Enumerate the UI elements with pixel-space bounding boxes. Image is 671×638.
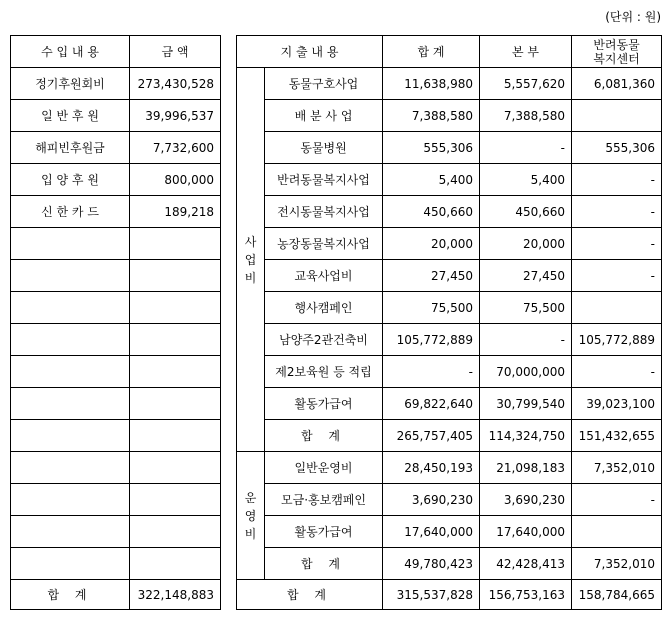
empty-cell <box>130 452 221 484</box>
expense-hq: 21,098,183 <box>480 452 572 484</box>
expense-hq: 30,799,540 <box>480 388 572 420</box>
income-row <box>11 164 221 196</box>
expense-center: 555,306 <box>572 132 662 164</box>
empty-cell <box>130 484 221 516</box>
income-total-label: 합 계 <box>11 580 130 610</box>
empty-cell <box>11 260 130 292</box>
expense-center: - <box>572 356 662 388</box>
expense-item: 교육사업비 <box>265 260 383 292</box>
empty-cell <box>11 388 130 420</box>
income-item: 신 한 카 드 <box>11 196 130 228</box>
income-empty-row <box>11 228 221 260</box>
expense-row <box>237 516 662 548</box>
operating-subtotal-sum: 49,780,423 <box>383 548 480 580</box>
expense-center <box>572 516 662 548</box>
expense-center: - <box>572 260 662 292</box>
expense-hq: 3,690,230 <box>480 484 572 516</box>
expense-sum: 3,690,230 <box>383 484 480 516</box>
expense-row <box>237 164 662 196</box>
expense-hq: 7,388,580 <box>480 100 572 132</box>
empty-cell <box>130 356 221 388</box>
expense-header-center: 반려동물 복지센터 <box>572 36 662 68</box>
expense-total-center: 158,784,665 <box>572 580 662 610</box>
expense-sum: 7,388,580 <box>383 100 480 132</box>
expense-item: 일반운영비 <box>265 452 383 484</box>
empty-cell <box>11 420 130 452</box>
expense-center <box>572 100 662 132</box>
income-header-item: 수 입 내 용 <box>11 36 130 68</box>
expense-sum: - <box>383 356 480 388</box>
operating-subtotal-hq: 42,428,413 <box>480 548 572 580</box>
expense-hq: 70,000,000 <box>480 356 572 388</box>
empty-cell <box>130 388 221 420</box>
expense-item: 농장동물복지사업 <box>265 228 383 260</box>
business-subtotal-row <box>237 420 662 452</box>
expense-item: 전시동물복지사업 <box>265 196 383 228</box>
business-subtotal-center: 151,432,655 <box>572 420 662 452</box>
expense-hq: 5,557,620 <box>480 68 572 100</box>
expense-hq: 75,500 <box>480 292 572 324</box>
income-header-amount: 금 액 <box>130 36 221 68</box>
expense-row <box>237 68 662 100</box>
expense-hq: - <box>480 324 572 356</box>
empty-cell <box>11 356 130 388</box>
expense-center: - <box>572 228 662 260</box>
expense-row <box>237 132 662 164</box>
expense-hq: 27,450 <box>480 260 572 292</box>
expense-center: - <box>572 196 662 228</box>
empty-cell <box>11 324 130 356</box>
expense-hq: - <box>480 132 572 164</box>
expense-center: 6,081,360 <box>572 68 662 100</box>
expense-hq: 5,400 <box>480 164 572 196</box>
expense-sum: 555,306 <box>383 132 480 164</box>
income-row <box>11 132 221 164</box>
business-subtotal-label: 합 계 <box>265 420 383 452</box>
empty-cell <box>130 324 221 356</box>
income-total-amount: 322,148,883 <box>130 580 221 610</box>
income-amount: 189,218 <box>130 196 221 228</box>
empty-cell <box>11 548 130 580</box>
empty-cell <box>130 292 221 324</box>
income-total-row <box>11 580 221 610</box>
expense-center: 105,772,889 <box>572 324 662 356</box>
income-row <box>11 68 221 100</box>
expense-row <box>237 484 662 516</box>
income-empty-row <box>11 516 221 548</box>
income-empty-row <box>11 292 221 324</box>
expense-header-item: 지 출 내 용 <box>237 36 383 68</box>
expense-header-sum: 합 계 <box>383 36 480 68</box>
expense-header-hq: 본 부 <box>480 36 572 68</box>
income-table <box>10 35 221 610</box>
expense-sum: 27,450 <box>383 260 480 292</box>
expense-center: - <box>572 484 662 516</box>
business-subtotal-hq: 114,324,750 <box>480 420 572 452</box>
expense-sum: 17,640,000 <box>383 516 480 548</box>
income-empty-row <box>11 420 221 452</box>
business-subtotal-sum: 265,757,405 <box>383 420 480 452</box>
income-amount: 800,000 <box>130 164 221 196</box>
expense-row <box>237 100 662 132</box>
expense-row <box>237 324 662 356</box>
expense-total-row <box>237 580 662 610</box>
income-row <box>11 100 221 132</box>
income-empty-row <box>11 548 221 580</box>
income-item: 정기후원회비 <box>11 68 130 100</box>
income-item: 입 양 후 원 <box>11 164 130 196</box>
expense-total-sum: 315,537,828 <box>383 580 480 610</box>
expense-item: 활동가급여 <box>265 388 383 420</box>
empty-cell <box>130 260 221 292</box>
income-empty-row <box>11 388 221 420</box>
empty-cell <box>130 420 221 452</box>
expense-hq: 17,640,000 <box>480 516 572 548</box>
empty-cell <box>130 516 221 548</box>
income-row <box>11 196 221 228</box>
expense-item: 반려동물복지사업 <box>265 164 383 196</box>
expense-item: 배 분 사 업 <box>265 100 383 132</box>
expense-row <box>237 356 662 388</box>
expense-row <box>237 260 662 292</box>
empty-cell <box>11 228 130 260</box>
expense-table <box>236 35 662 610</box>
expense-row <box>237 452 662 484</box>
expense-hq: 450,660 <box>480 196 572 228</box>
expense-hq: 20,000 <box>480 228 572 260</box>
income-empty-row <box>11 324 221 356</box>
expense-row <box>237 228 662 260</box>
expense-item: 행사캠페인 <box>265 292 383 324</box>
expense-center <box>572 292 662 324</box>
operating-subtotal-center: 7,352,010 <box>572 548 662 580</box>
expense-sum: 69,822,640 <box>383 388 480 420</box>
expense-sum: 5,400 <box>383 164 480 196</box>
operating-subtotal-label: 합 계 <box>265 548 383 580</box>
business-section-label: 사 업 비 <box>237 68 265 452</box>
expense-center: - <box>572 164 662 196</box>
income-amount: 39,996,537 <box>130 100 221 132</box>
expense-item: 활동가급여 <box>265 516 383 548</box>
expense-item: 동물구호사업 <box>265 68 383 100</box>
income-header-row <box>11 36 221 68</box>
empty-cell <box>11 516 130 548</box>
unit-note: (단위 : 원) <box>605 10 661 24</box>
expense-sum: 450,660 <box>383 196 480 228</box>
expense-sum: 105,772,889 <box>383 324 480 356</box>
income-amount: 273,430,528 <box>130 68 221 100</box>
income-amount: 7,732,600 <box>130 132 221 164</box>
expense-total-hq: 156,753,163 <box>480 580 572 610</box>
operating-section-label: 운 영 비 <box>237 452 265 580</box>
expense-item: 남양주2관건축비 <box>265 324 383 356</box>
expense-item: 모금·홍보캠페인 <box>265 484 383 516</box>
empty-cell <box>130 548 221 580</box>
expense-total-label: 합 계 <box>237 580 383 610</box>
empty-cell <box>11 484 130 516</box>
empty-cell <box>130 228 221 260</box>
income-item: 해피빈후원금 <box>11 132 130 164</box>
expense-sum: 75,500 <box>383 292 480 324</box>
operating-subtotal-row <box>237 548 662 580</box>
income-empty-row <box>11 452 221 484</box>
income-item: 일 반 후 원 <box>11 100 130 132</box>
income-empty-row <box>11 260 221 292</box>
expense-row <box>237 292 662 324</box>
empty-cell <box>11 292 130 324</box>
expense-sum: 20,000 <box>383 228 480 260</box>
expense-sum: 11,638,980 <box>383 68 480 100</box>
expense-row <box>237 196 662 228</box>
income-empty-row <box>11 484 221 516</box>
empty-cell <box>11 452 130 484</box>
expense-row <box>237 388 662 420</box>
income-empty-row <box>11 356 221 388</box>
expense-center: 7,352,010 <box>572 452 662 484</box>
expense-item: 제2보육원 등 적립 <box>265 356 383 388</box>
expense-header-row <box>237 36 662 68</box>
expense-item: 동물병원 <box>265 132 383 164</box>
expense-center: 39,023,100 <box>572 388 662 420</box>
expense-sum: 28,450,193 <box>383 452 480 484</box>
